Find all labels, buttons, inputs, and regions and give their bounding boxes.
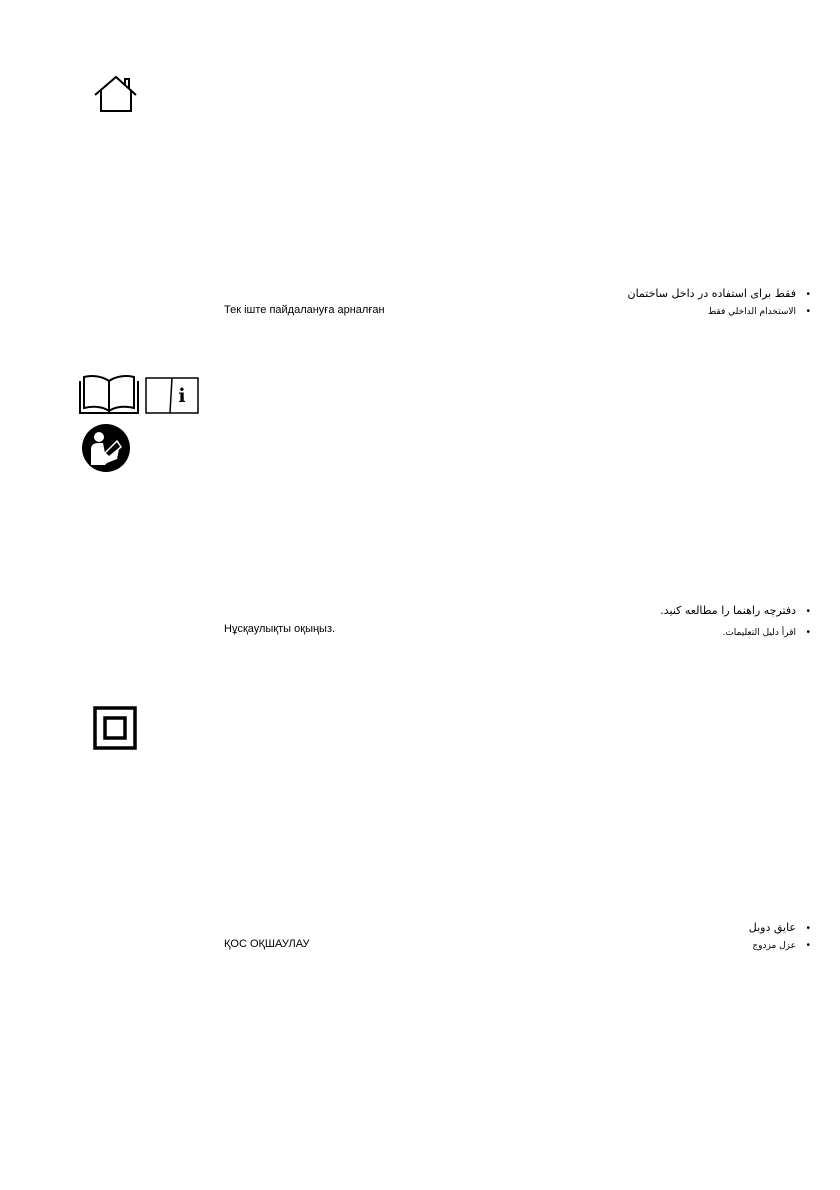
arabic-text: اقرأ دليل التعليمات. <box>722 628 796 638</box>
bullet: • <box>806 306 810 317</box>
persian-text: عایق دوبل <box>748 921 796 934</box>
kazakh-text: Тек іште пайдалануға арналған <box>224 304 385 316</box>
double-insulation-icon <box>93 706 137 750</box>
bullet: • <box>806 627 810 638</box>
persian-text: دفترچه راهنما را مطالعه کنید. <box>660 604 796 617</box>
info-manual-icon <box>145 377 199 414</box>
kazakh-text: ҚОС ОҚШАУЛАУ <box>224 938 310 950</box>
open-book-icon <box>78 375 140 415</box>
svg-text:i: i <box>178 385 186 407</box>
arabic-text: الاستخدام الداخلي فقط <box>707 307 796 317</box>
arabic-text: عزل مزدوج <box>752 941 796 951</box>
bullet: • <box>806 606 810 617</box>
bullet: • <box>806 940 810 951</box>
kazakh-text: Нұсқаулықты оқыңыз. <box>224 623 336 635</box>
house-icon <box>92 75 140 113</box>
bullet: • <box>806 923 810 934</box>
read-manual-person-icon <box>81 423 131 473</box>
bullet: • <box>806 289 810 300</box>
persian-text: فقط برای استفاده در داخل ساختمان <box>627 287 796 300</box>
